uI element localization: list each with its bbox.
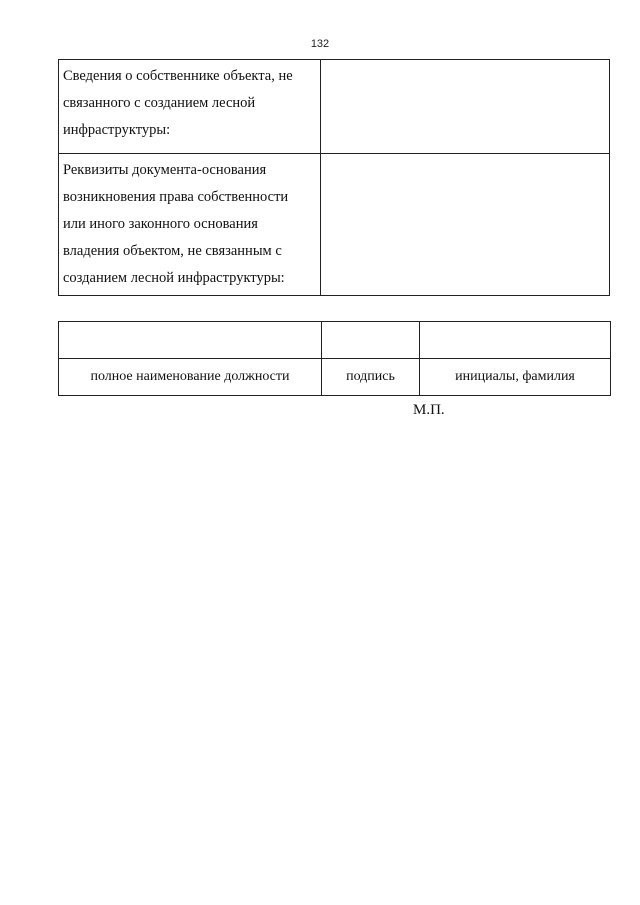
document-details-value[interactable] [321, 154, 610, 296]
document-details-label-line: созданием лесной инфраструктуры: [63, 270, 285, 286]
signature-field[interactable] [322, 322, 420, 359]
signature-table [58, 321, 611, 396]
owner-info-label-line: инфраструктуры: [63, 122, 171, 138]
owner-info-label-line: Сведения о собственнике объекта, не [63, 68, 293, 84]
table-row-document-details [59, 154, 610, 296]
owner-info-value[interactable] [321, 60, 610, 154]
document-details-label-line: владения объектом, не связанным с [63, 243, 282, 259]
owner-info-label [59, 60, 321, 154]
position-field[interactable] [59, 322, 322, 359]
name-field[interactable] [420, 322, 611, 359]
document-details-label-line: возникновения права собственности [63, 189, 289, 205]
document-details-label-line: или иного законного основания [63, 216, 258, 232]
object-info-table [58, 59, 610, 296]
document-details-label-line: Реквизиты документа-основания [63, 162, 267, 178]
stamp-placeholder: М.П. [413, 402, 445, 418]
position-caption: полное наименование должности [59, 359, 322, 396]
signature-caption-row [59, 359, 611, 396]
document-details-label [59, 154, 321, 296]
table-row-owner-info [59, 60, 610, 154]
owner-info-label-line: связанного с созданием лесной [63, 95, 256, 111]
page-number: 132 [310, 38, 330, 50]
signature-caption: подпись [322, 359, 420, 396]
name-caption: инициалы, фамилия [420, 359, 611, 396]
signature-entry-row [59, 322, 611, 359]
